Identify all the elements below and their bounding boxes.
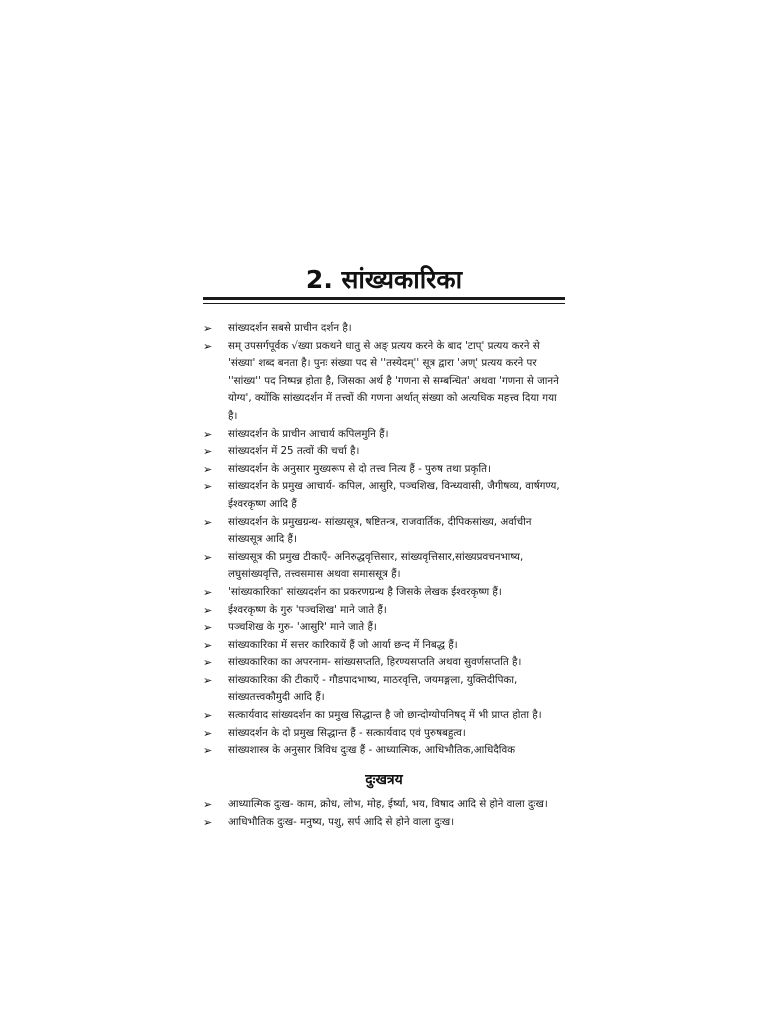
bullet-arrow-icon: ➢ (203, 744, 213, 758)
list-item: ➢ सांख्यदर्शन के दो प्रमुख सिद्धान्त हैं - सत्कार्यवाद एवं पुरुषबहुत्व। (203, 725, 569, 743)
bullet-arrow-icon: ➢ (203, 815, 213, 829)
bullet-arrow-icon: ➢ (203, 322, 213, 335)
list-item: ➢ सांख्यकारिका की टीकाएँ - गौडपादभाष्य, माठरवृत्ति, जयमङ्गला, युक्तिदीपिका, सांख्यतत्त्वकौमुदी आदि हैं। (203, 673, 518, 704)
bullet-arrow-icon: ➢ (203, 656, 213, 670)
list-item: ➢ सांख्यदर्शन सबसे प्राचीन दर्शन है। (203, 320, 569, 338)
list-item: ➢ 'सांख्यकारिका' सांख्यदर्शन का प्रकरणग्रन्थ है जिसके लेखक ईश्वरकृष्ण हैं। (203, 584, 569, 602)
list-item: ➢ सम् उपसर्गपूर्वक √ख्या प्रकथने धातु से अङ् प्रत्यय करने के बाद 'टाप्' प्रत्यय करने से 'संख्या' शब्द बनता है। पुनः संख्या पद से ''तस्येदम्'' सूत्र द्वारा 'अण्' प्रत्यय करने पर ''सांख्य'' पद निष्पन्न होता है, जिसका अर्थ है 'गणना से सम्बन्धित' अथवा 'गणना से जानने योग्य', क्योंकि सांख्यदर्शन में तत्त्वों की गणना अर्थात् संख्या को अत्यधिक महत्त्व दिया गया है। (203, 339, 559, 422)
bullet-arrow-icon: ➢ (203, 798, 213, 811)
title-rule-thin (203, 303, 565, 304)
bullet-arrow-icon: ➢ (203, 462, 213, 476)
list-item: ➢ सत्कार्यवाद सांख्यदर्शन का प्रमुख सिद्धान्त है जो छान्दोग्योपनिषद् में भी प्राप्त होता है। (203, 707, 569, 725)
bullet-arrow-icon: ➢ (203, 638, 213, 652)
list-item: ➢ सांख्यकारिका का अपरनाम- सांख्यसप्तति, हिरण्यसप्तति अथवा सुवर्णसप्तति है। (203, 654, 569, 672)
bullet-arrow-icon: ➢ (203, 726, 213, 740)
list-item: ➢ सांख्यशास्त्र के अनुसार त्रिविध दुःख हैं - आध्यात्मिक, आधिभौतिक,आधिदैविक (203, 742, 569, 760)
list-item: ➢ सांख्यदर्शन के प्राचीन आचार्य कपिलमुनि हैं। (203, 426, 569, 444)
bullet-arrow-icon: ➢ (203, 445, 213, 459)
bullet-arrow-icon: ➢ (203, 427, 213, 441)
bullet-arrow-icon: ➢ (203, 603, 213, 617)
page-title: 2. सांख्यकारिका (305, 265, 463, 294)
list-item: ➢ आधिभौतिक दुःख- मनुष्य, पशु, सर्प आदि से होने वाला दुःख। (203, 814, 569, 832)
list-item: ➢ सांख्यदर्शन के प्रमुखग्रन्थ- सांख्यसूत्र, षष्टितन्त्र, राजवार्तिक, दीपिकसांख्य, अर्वाचीन सांख्यसूत्र आदि हैं। (203, 515, 532, 546)
bullet-arrow-icon: ➢ (203, 673, 213, 687)
list-item: ➢ सांख्यसूत्र की प्रमुख टीकाएँ- अनिरुद्धवृत्तिसार, सांख्यवृत्तिसार,सांख्यप्रवचनभाष्य, लघुसांख्यवृत्ति, तत्त्वसमास अथवा समाससूत्र हैं। (203, 550, 524, 581)
bullet-arrow-icon: ➢ (203, 515, 213, 529)
list-item: ➢ सांख्यदर्शन में 25 तत्वों की चर्चा है। (203, 443, 569, 461)
list-item: ➢ पञ्चशिख के गुरु- 'आसुरि' माने जाते हैं। (203, 619, 569, 637)
bullet-arrow-icon: ➢ (203, 709, 213, 723)
sub-bullet-list (203, 796, 569, 831)
section-heading: दुःखत्रय (365, 772, 403, 788)
list-item: ➢ सांख्यदर्शन के अनुसार मुख्यरूप से दो तत्त्व नित्य हैं - पुरुष तथा प्रकृति। (203, 461, 569, 479)
list-item: ➢ सांख्यकारिका में सत्तर कारिकायें हैं जो आर्या छन्द में निबद्ध हैं। (203, 637, 569, 655)
bullet-arrow-icon: ➢ (203, 621, 213, 635)
list-item: ➢ सांख्यदर्शन के प्रमुख आचार्य- कपिल, आसुरि, पञ्चशिख, विन्ध्यवासी, जैगीषव्य, वार्षगण्य, ईश्वरकृष्ण आदि हैं (203, 480, 560, 510)
list-item: ➢ आध्यात्मिक दुःख- काम, क्रोध, लोभ, मोह, ईर्ष्या, भय, विषाद आदि से होने वाला दुःख। (203, 796, 569, 814)
title-rule-thick (203, 297, 565, 300)
list-item: ➢ ईश्वरकृष्ण के गुरु 'पञ्चशिख' माने जाते हैं। (203, 602, 569, 620)
bullet-arrow-icon: ➢ (203, 550, 213, 564)
bullet-arrow-icon: ➢ (203, 480, 213, 494)
main-bullet-list (203, 320, 569, 760)
bullet-arrow-icon: ➢ (203, 585, 213, 599)
bullet-arrow-icon: ➢ (203, 339, 213, 353)
